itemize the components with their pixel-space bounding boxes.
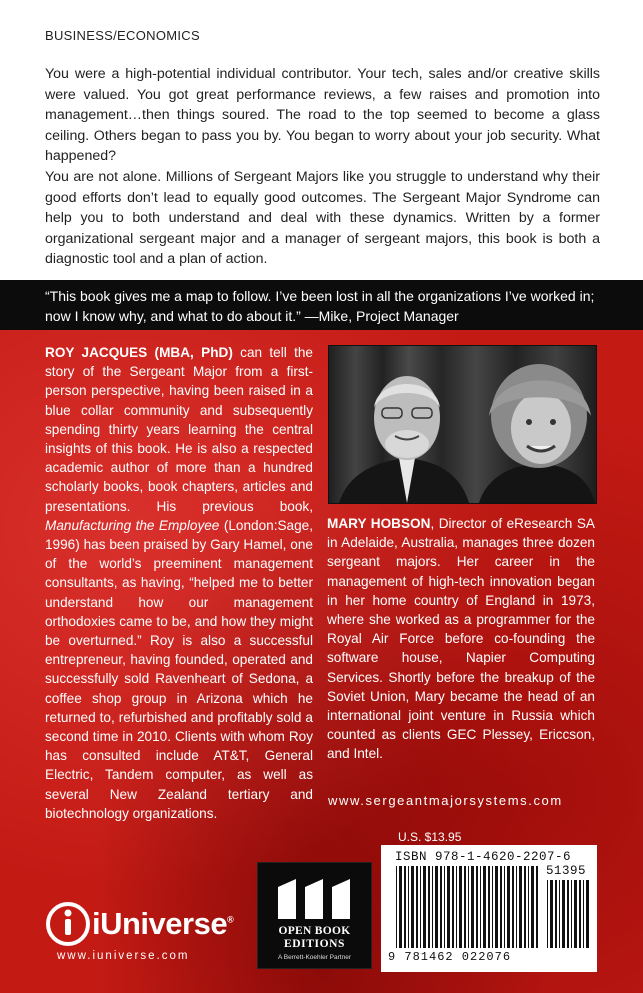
isbn-label: ISBN 978-1-4620-2207-6	[395, 850, 572, 864]
mary-bio-text: , Director of eResearch SA in Adelaide, Australia, manages three dozen sergeant majors. Her career in the management of high-tech innovation began in her home country of England in 1973, where she worked as a programmer for the Royal Air Force before co-founding the software house, Napier Computing Services. Shortly before the breakup of the Soviet Union, Mary became the head of an international joint venture in Russia which counted as clients GEC Plessey, Ericcson, and Intel.	[327, 516, 595, 762]
barcode-bar	[452, 866, 454, 948]
barcode-bar	[464, 866, 466, 948]
mary-bio	[327, 514, 595, 764]
barcode-bar	[408, 866, 409, 948]
barcode-bar	[555, 880, 557, 948]
roy-book-title: Manufacturing the Employee	[45, 517, 220, 533]
barcode-bar	[404, 866, 406, 948]
barcode-bar	[456, 866, 457, 948]
addon-barcode	[546, 880, 592, 948]
barcode-bar	[507, 866, 510, 948]
roy-bio	[45, 343, 313, 823]
barcode-bar	[396, 866, 397, 948]
blurb-paragraph-1: You were a high-potential individual contributor. Your tech, sales and/or creative skills were valued. You got great performance reviews, a few raises and promotion into management…then things soured. The road to the top seemed to become a glass ceiling. Others began to pass you by. You began to worry about your job security. What happened?	[45, 66, 600, 165]
barcode-bar	[447, 866, 450, 948]
barcode-bar	[480, 866, 481, 948]
barcode-bar	[536, 866, 538, 948]
barcode-bar	[562, 880, 565, 948]
barcode-bar	[500, 866, 502, 948]
barcode-bar	[488, 866, 490, 948]
barcode-bar	[559, 880, 560, 948]
barcode-bar	[531, 866, 534, 948]
roy-bio-text-2: (London:Sage, 1996) has been praised by Gary Hamel, one of the world’s preeminent management consultants, as having, “helped me to better understand how our management orthodoxies came to be, and how they might be overturned.” Roy is also a successful entrepreneur, having founded, operated and successfully sold Ravenheart of Sedona, a coffee shop group in Arizona which he returned to, refurbished and profitably sold a second time in 2010. Clients with whom Roy has consulted include AT&T, General Electric, Tandem computer, as well as several New Zealand tertiary and biotechnology organizations.	[45, 517, 314, 821]
roy-bio-text-1: can tell the story of the Sergeant Major from a first-person perspective, having been raised in a blue collar community and subsequently spending thirty years learning the central insights of this book. He is also a respected academic author of more than a hundred scholarly books, book chapters, articles and presentations. His previous book,	[45, 345, 313, 514]
open-book-editions-logo	[257, 862, 372, 969]
open-book-icon	[272, 873, 358, 923]
barcode-bar	[459, 866, 462, 948]
barcode-bar	[583, 880, 584, 948]
barcode-bar	[519, 866, 522, 948]
barcode-bar	[423, 866, 426, 948]
publisher-url[interactable]: www.iuniverse.com	[57, 950, 190, 962]
author-photo	[328, 345, 597, 504]
barcode-bar	[411, 866, 414, 948]
barcode-bar	[432, 866, 433, 948]
publisher-logo-text	[92, 906, 233, 942]
barcode-bar	[586, 880, 589, 948]
barcode-bar	[579, 880, 581, 948]
imprint-line-3: A Berrett-Koehler Partner	[278, 954, 351, 961]
barcode-bar	[471, 866, 474, 948]
barcode-bar	[492, 866, 493, 948]
price-label: U.S. $13.95	[398, 830, 462, 844]
barcode-bar	[428, 866, 430, 948]
testimonial-quote: “This book gives me a map to follow. I’ve been lost in all the organizations I’ve worked in; now I know why, and what to do about it.” —Mike, Project Manager	[45, 288, 595, 324]
imprint-line-1: OPEN BOOK	[278, 925, 351, 937]
ean-barcode	[395, 866, 539, 948]
ean-digits: 9 781462 022076	[388, 950, 512, 964]
barcode-bar	[550, 880, 553, 948]
barcode-bar	[468, 866, 469, 948]
barcode-bar	[444, 866, 445, 948]
barcode-bar	[512, 866, 514, 948]
barcode-bar	[416, 866, 418, 948]
website-url[interactable]: www.sergeantmajorsystems.com	[328, 793, 563, 808]
publisher-name: iUniverse	[92, 906, 228, 941]
price-code: 51395	[546, 864, 587, 878]
barcode-bar	[504, 866, 505, 948]
barcode-bar	[440, 866, 442, 948]
roy-name: ROY JACQUES (MBA, PhD)	[45, 345, 233, 360]
mary-name: MARY HOBSON	[327, 516, 431, 531]
author-photo-image	[329, 346, 596, 503]
registered-mark: ®	[227, 914, 234, 925]
barcode-bar	[483, 866, 486, 948]
barcode-bar	[574, 880, 577, 948]
category-label: BUSINESS/ECONOMICS	[45, 28, 200, 43]
blurb-paragraph-2: You are not alone. Millions of Sergeant Majors like you struggle to understand why their good efforts don’t lead to equally good outcomes. The Sergeant Major Syndrome can help you to both understand and deal with these dynamics. Written by a former organizational sergeant major and a manager of sergeant majors, this book is both a diagnostic tool and a plan of action.	[45, 169, 600, 268]
imprint-line-2: EDITIONS	[283, 938, 346, 950]
barcode-bar	[571, 880, 572, 948]
barcode-bar	[567, 880, 569, 948]
barcode-bar	[435, 866, 438, 948]
barcode-bar	[495, 866, 498, 948]
barcode-bar	[516, 866, 517, 948]
barcode-bar	[528, 866, 529, 948]
barcode-bar	[399, 866, 402, 948]
barcode-bar	[524, 866, 526, 948]
barcode-bar	[420, 866, 421, 948]
barcode-bar	[476, 866, 478, 948]
barcode-bar	[547, 880, 548, 948]
